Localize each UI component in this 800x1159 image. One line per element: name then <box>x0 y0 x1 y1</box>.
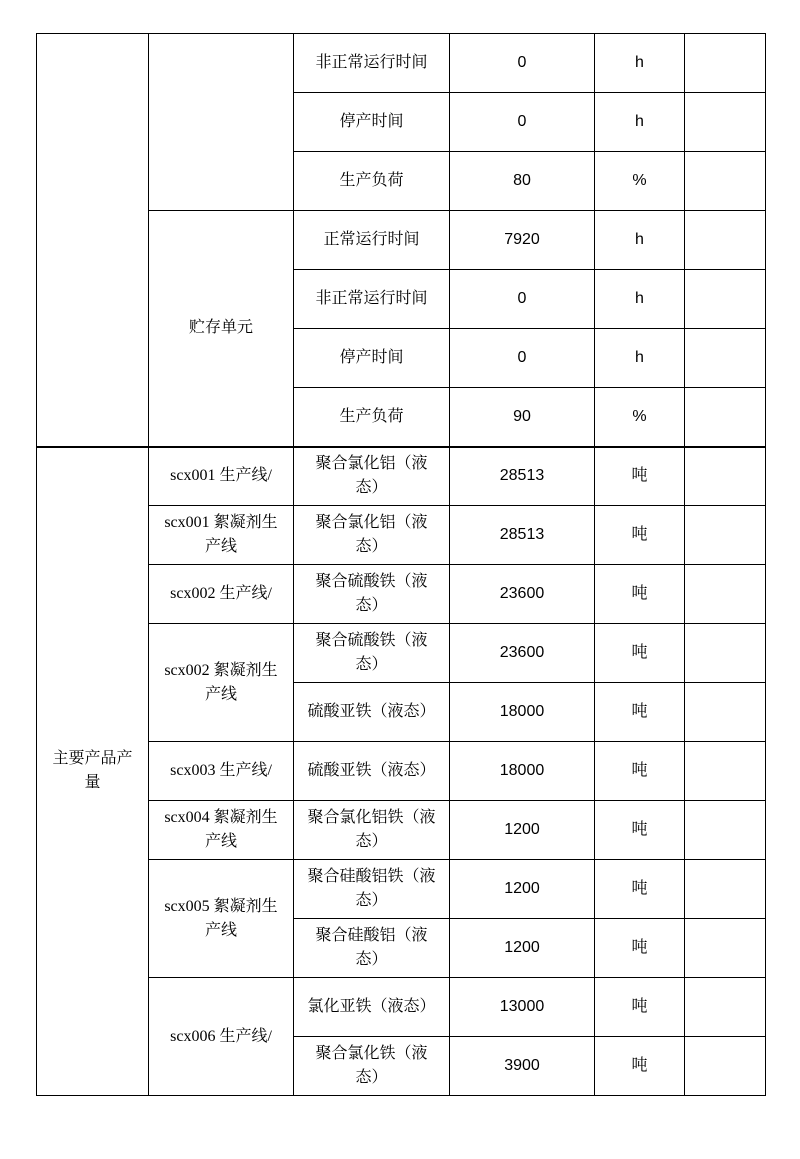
note-cell <box>685 388 766 447</box>
metric-unit-cell: % <box>595 388 685 447</box>
production-line-cell: scx002 絮凝剂生产线 <box>149 624 294 742</box>
product-unit-cell: 吨 <box>595 447 685 506</box>
table-row <box>37 447 766 506</box>
product-unit-cell: 吨 <box>595 978 685 1037</box>
metric-name-cell: 停产时间 <box>294 93 450 152</box>
note-cell <box>685 506 766 565</box>
metric-unit-cell: h <box>595 270 685 329</box>
product-unit-cell: 吨 <box>595 1037 685 1096</box>
product-value-cell: 13000 <box>450 978 595 1037</box>
product-unit-cell: 吨 <box>595 624 685 683</box>
production-line-cell: scx006 生产线/ <box>149 978 294 1096</box>
metric-unit-cell: h <box>595 93 685 152</box>
note-cell <box>685 93 766 152</box>
note-cell <box>685 801 766 860</box>
product-name-cell: 聚合硅酸铝（液态） <box>294 919 450 978</box>
note-cell <box>685 152 766 211</box>
production-line-cell: scx004 絮凝剂生产线 <box>149 801 294 860</box>
note-cell <box>685 860 766 919</box>
note-cell <box>685 34 766 93</box>
product-name-cell: 聚合氯化铝（液态） <box>294 447 450 506</box>
production-line-cell: scx001 絮凝剂生产线 <box>149 506 294 565</box>
product-value-cell: 1200 <box>450 801 595 860</box>
production-report-table <box>36 33 766 1096</box>
unit-name-cell: 贮存单元 <box>149 211 294 447</box>
metric-value-cell: 80 <box>450 152 595 211</box>
product-name-cell: 硫酸亚铁（液态） <box>294 742 450 801</box>
product-value-cell: 28513 <box>450 447 595 506</box>
note-cell <box>685 211 766 270</box>
note-cell <box>685 329 766 388</box>
product-value-cell: 18000 <box>450 683 595 742</box>
metric-name-cell: 生产负荷 <box>294 388 450 447</box>
metric-name-cell: 正常运行时间 <box>294 211 450 270</box>
product-name-cell: 氯化亚铁（液态） <box>294 978 450 1037</box>
product-value-cell: 3900 <box>450 1037 595 1096</box>
metric-value-cell: 0 <box>450 270 595 329</box>
note-cell <box>685 919 766 978</box>
production-line-cell: scx005 絮凝剂生产线 <box>149 860 294 978</box>
product-value-cell: 1200 <box>450 860 595 919</box>
product-name-cell: 聚合氯化铝铁（液态） <box>294 801 450 860</box>
product-value-cell: 23600 <box>450 624 595 683</box>
note-cell <box>685 270 766 329</box>
product-unit-cell: 吨 <box>595 919 685 978</box>
metric-value-cell: 0 <box>450 329 595 388</box>
note-cell <box>685 565 766 624</box>
note-cell <box>685 978 766 1037</box>
note-cell <box>685 683 766 742</box>
product-name-cell: 聚合硅酸铝铁（液态） <box>294 860 450 919</box>
category-cell: 主要产品产量 <box>37 447 149 1096</box>
unit-name-cell-empty <box>149 34 294 211</box>
product-name-cell: 聚合硫酸铁（液态） <box>294 624 450 683</box>
metric-name-cell: 非正常运行时间 <box>294 34 450 93</box>
metric-unit-cell: h <box>595 329 685 388</box>
product-unit-cell: 吨 <box>595 683 685 742</box>
product-value-cell: 23600 <box>450 565 595 624</box>
metric-name-cell: 停产时间 <box>294 329 450 388</box>
product-unit-cell: 吨 <box>595 860 685 919</box>
product-name-cell: 聚合氯化铝（液态） <box>294 506 450 565</box>
metric-unit-cell: h <box>595 211 685 270</box>
product-name-cell: 硫酸亚铁（液态） <box>294 683 450 742</box>
metric-value-cell: 90 <box>450 388 595 447</box>
note-cell <box>685 742 766 801</box>
metric-unit-cell: h <box>595 34 685 93</box>
product-value-cell: 18000 <box>450 742 595 801</box>
product-unit-cell: 吨 <box>595 742 685 801</box>
metric-value-cell: 0 <box>450 93 595 152</box>
note-cell <box>685 624 766 683</box>
production-line-cell: scx001 生产线/ <box>149 447 294 506</box>
product-unit-cell: 吨 <box>595 565 685 624</box>
product-value-cell: 1200 <box>450 919 595 978</box>
metric-value-cell: 7920 <box>450 211 595 270</box>
product-name-cell: 聚合硫酸铁（液态） <box>294 565 450 624</box>
product-unit-cell: 吨 <box>595 506 685 565</box>
product-name-cell: 聚合氯化铁（液态） <box>294 1037 450 1096</box>
table-row <box>37 34 766 93</box>
metric-name-cell: 生产负荷 <box>294 152 450 211</box>
production-line-cell: scx002 生产线/ <box>149 565 294 624</box>
note-cell <box>685 447 766 506</box>
production-line-cell: scx003 生产线/ <box>149 742 294 801</box>
metric-name-cell: 非正常运行时间 <box>294 270 450 329</box>
document-page <box>0 33 800 1159</box>
product-unit-cell: 吨 <box>595 801 685 860</box>
note-cell <box>685 1037 766 1096</box>
category-cell-empty <box>37 34 149 447</box>
product-value-cell: 28513 <box>450 506 595 565</box>
metric-value-cell: 0 <box>450 34 595 93</box>
metric-unit-cell: % <box>595 152 685 211</box>
